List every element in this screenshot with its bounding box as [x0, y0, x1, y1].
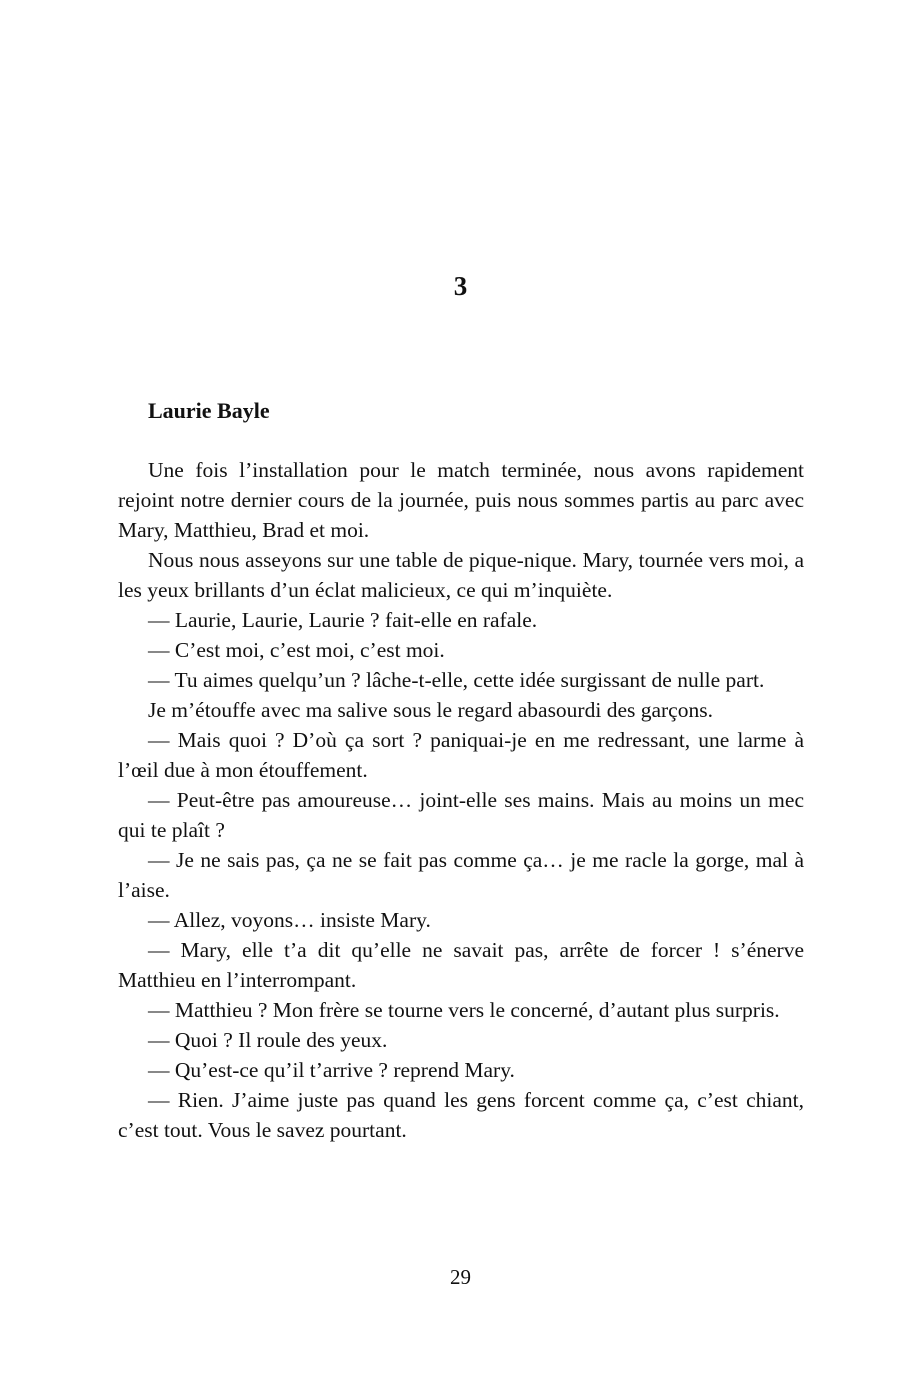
paragraph: — Laurie, Laurie, Laurie ? fait-elle en rafale.	[148, 608, 538, 632]
paragraph: Je m’étouffe avec ma salive sous le regard abasourdi des garçons.	[148, 698, 713, 722]
paragraph: — Mary, elle t’a dit qu’elle ne savait pas, arrête de forcer ! s’énerve Matthieu en l’interrompant.	[118, 938, 804, 992]
paragraph: Une fois l’installation pour le match terminée, nous avons rapidement rejoint notre dernier cours de la journée, puis nous sommes partis au parc avec Mary, Matthieu, Brad et moi.	[118, 458, 804, 542]
paragraph: — Peut-être pas amoureuse… joint-elle ses mains. Mais au moins un mec qui te plaît ?	[118, 788, 804, 842]
section-heading-narrator: Laurie Bayle	[148, 398, 270, 423]
paragraph: — Mais quoi ? D’où ça sort ? paniquai-je en me redressant, une larme à l’œil due à mon étouffement.	[118, 728, 804, 782]
page-number: 29	[450, 1265, 471, 1289]
body-text	[118, 455, 804, 1145]
paragraph: — Je ne sais pas, ça ne se fait pas comme ça… je me racle la gorge, mal à l’aise.	[118, 848, 804, 902]
paragraph: — Qu’est-ce qu’il t’arrive ? reprend Mary.	[148, 1058, 515, 1082]
paragraph: Nous nous asseyons sur une table de pique-nique. Mary, tournée vers moi, a les yeux brillants d’un éclat malicieux, ce qui m’inquiète.	[118, 548, 804, 602]
paragraph: — Tu aimes quelqu’un ? lâche-t-elle, cette idée surgissant de nulle part.	[148, 668, 765, 692]
paragraph: — Matthieu ? Mon frère se tourne vers le concerné, d’autant plus surpris.	[148, 998, 780, 1022]
paragraph: — Rien. J’aime juste pas quand les gens forcent comme ça, c’est chiant, c’est tout. Vous le savez pourtant.	[118, 1088, 804, 1142]
paragraph: — Allez, voyons… insiste Mary.	[148, 908, 431, 932]
paragraph: — C’est moi, c’est moi, c’est moi.	[148, 638, 445, 662]
chapter-number: 3	[453, 271, 468, 301]
paragraph: — Quoi ? Il roule des yeux.	[148, 1028, 388, 1052]
